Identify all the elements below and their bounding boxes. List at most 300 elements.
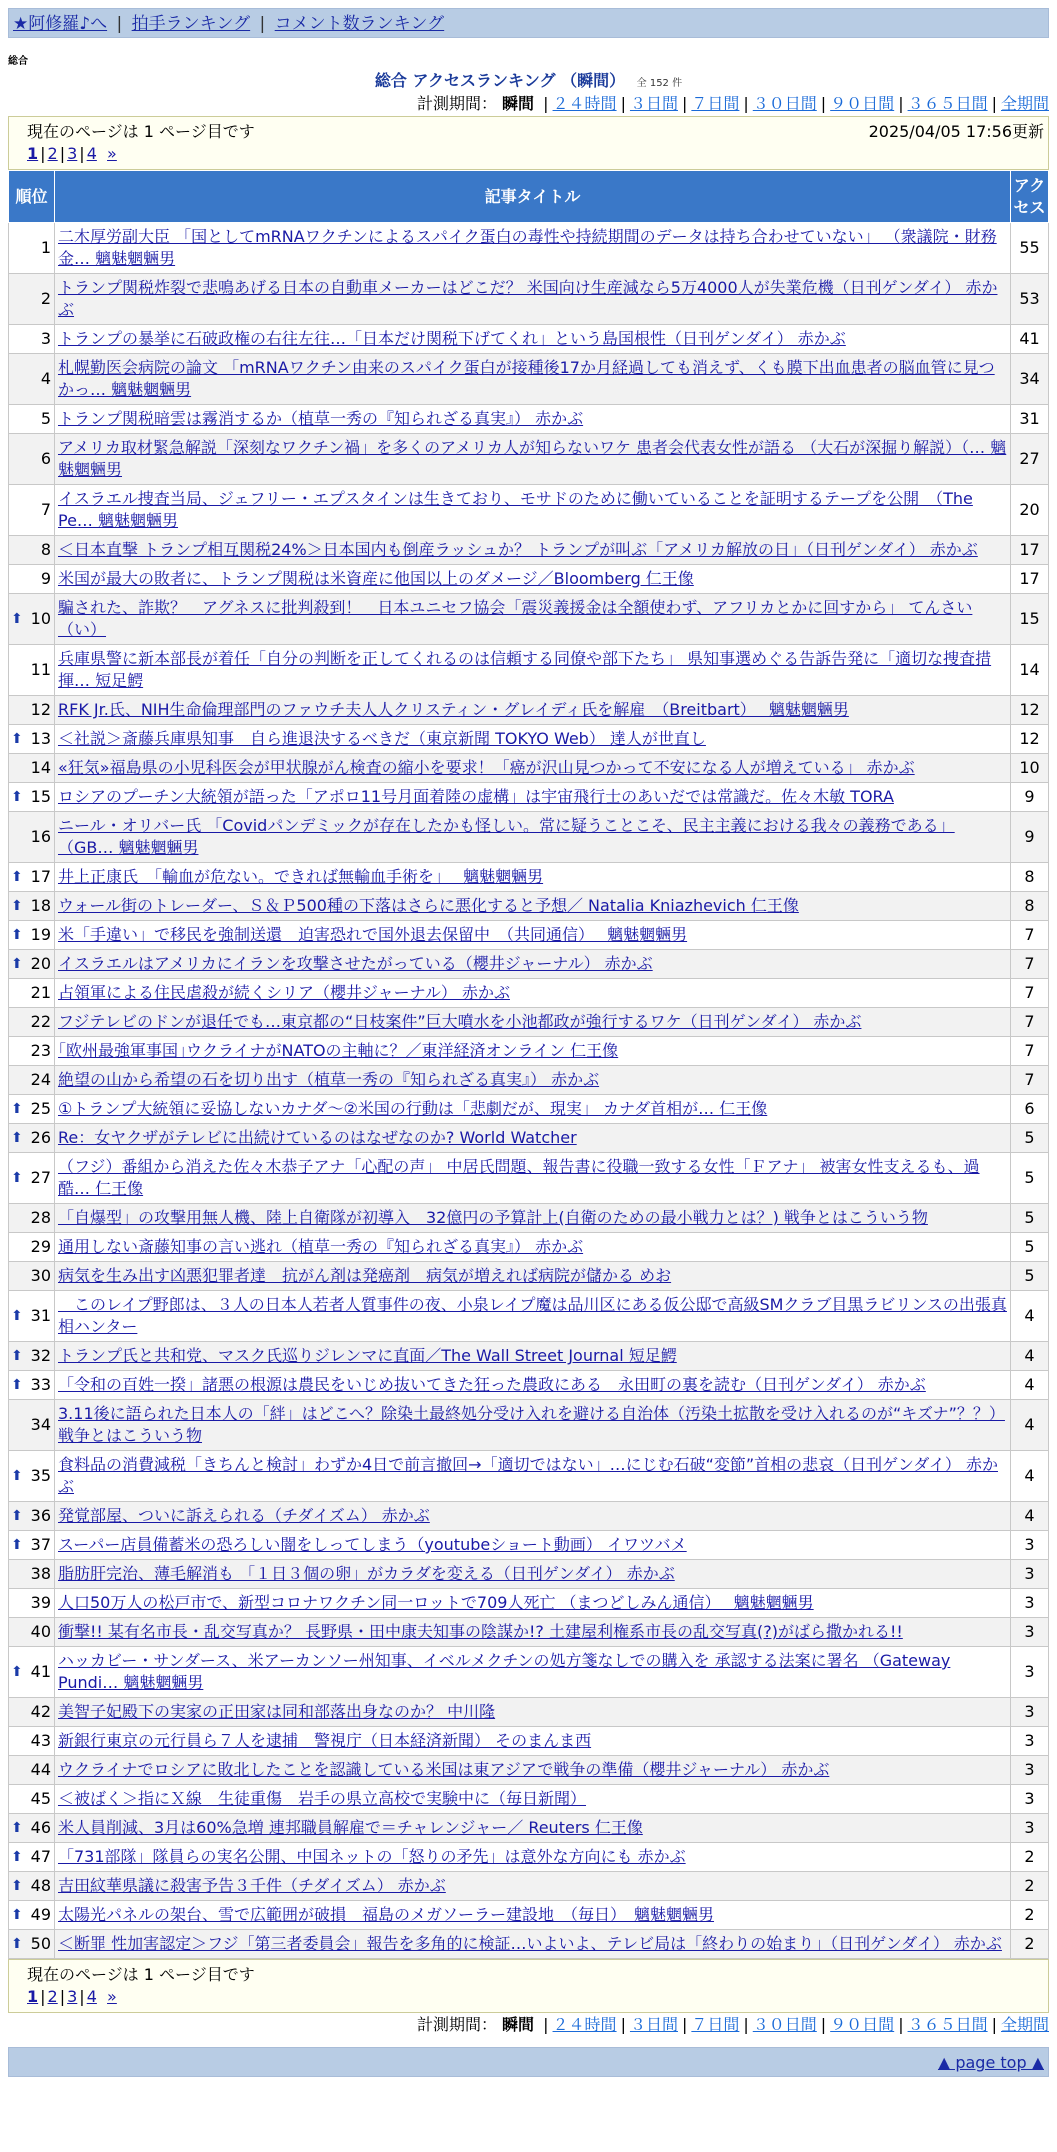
- title-cell: [55, 1531, 1011, 1560]
- title-cell: [55, 1233, 1011, 1262]
- article-link[interactable]: 兵庫県警に新本部長が着任「自分の判断を正してくれるのは信頼する同僚や部下たち」 県知事選めぐる告訴告発に「適切な捜査措揮… 短足鰐: [58, 649, 992, 690]
- table-row: [9, 325, 1049, 354]
- rank-cell: [9, 1901, 55, 1930]
- top-nav-bar: [8, 8, 1049, 38]
- access-count: 55: [1011, 223, 1049, 274]
- up-arrow-icon: ⬆: [11, 1130, 23, 1146]
- period-link[interactable]: ２４時間: [552, 94, 617, 113]
- access-count: 2: [1011, 1843, 1049, 1872]
- rank-number: 39: [30, 1593, 51, 1612]
- rank-cell: [9, 1291, 55, 1342]
- article-link[interactable]: 米「手違い」で移民を強制送還 迫害恐れで国外退去保留中 （共同通信） 魑魅魍魎男: [58, 925, 688, 944]
- access-count: 7: [1011, 921, 1049, 950]
- access-count: 53: [1011, 274, 1049, 325]
- nav-separator: |: [259, 14, 266, 34]
- access-count: 41: [1011, 325, 1049, 354]
- title-cell: [55, 1291, 1011, 1342]
- article-link[interactable]: 病気を生み出す凶悪犯罪者達 抗がん剤は発癌剤 病気が増えれば病院が儲かる めお: [58, 1266, 672, 1285]
- rank-cell: [9, 921, 55, 950]
- rank-number: 18: [30, 896, 51, 915]
- up-arrow-icon: ⬆: [11, 898, 23, 914]
- table-row: [9, 892, 1049, 921]
- ranking-title-row: [8, 70, 1049, 92]
- period-links: [539, 2015, 1049, 2034]
- period-link[interactable]: 全期間: [1000, 94, 1049, 113]
- up-arrow-icon: ⬆: [11, 789, 23, 805]
- article-link[interactable]: ＜日本直撃 トランプ相互関税24%＞日本国内も倒産ラッシュか？ トランプが叫ぶ「アメリカ解放の日」（日刊ゲンダイ） 赤かぶ: [58, 540, 978, 559]
- rank-number: 41: [30, 1662, 51, 1681]
- article-link[interactable]: 美智子妃殿下の実家の正田家は同和部落出身なのか？ 中川隆: [58, 1702, 496, 1721]
- up-arrow-icon: ⬆: [11, 1849, 23, 1865]
- rank-number: 46: [30, 1818, 51, 1837]
- article-link[interactable]: ウォール街のトレーダー、Ｓ＆Ｐ500種の下落はさらに悪化すると予想／ Natalia Kniazhevich 仁王像: [58, 896, 799, 915]
- up-arrow-icon: ⬆: [11, 1820, 23, 1836]
- table-row: [9, 1727, 1049, 1756]
- title-cell: [55, 979, 1011, 1008]
- title-cell: [55, 1647, 1011, 1698]
- access-count: 3: [1011, 1727, 1049, 1756]
- rank-cell: [9, 1814, 55, 1843]
- title-cell: [55, 783, 1011, 812]
- home-link[interactable]: ★阿修羅♪へ: [13, 14, 108, 34]
- period-separator: |: [620, 2015, 626, 2034]
- table-row: [9, 1037, 1049, 1066]
- article-link[interactable]: ＜社説＞斎藤兵庫県知事 自ら進退決するべきだ（東京新聞 TOKYO Web） 達人が世直し: [58, 729, 706, 748]
- period-link[interactable]: ３日間: [629, 94, 678, 113]
- pager-separator: |: [59, 144, 66, 163]
- pagination: [27, 144, 1044, 163]
- title-cell: [55, 594, 1011, 645]
- article-link[interactable]: このレイプ野郎は、３人の日本人若者人質事件の夜、小泉レイプ魔は品川区にある仮公邸で高級SMクラブ目黒ラビリンスの出張真相ハンター: [58, 1295, 1007, 1336]
- rank-number: 9: [40, 569, 51, 588]
- article-link[interactable]: イスラエルはアメリカにイランを攻撃させたがっている（櫻井ジャーナル） 赤かぶ: [58, 954, 653, 973]
- period-label: 計測期間：: [416, 94, 497, 113]
- period-link[interactable]: ７日間: [691, 94, 740, 113]
- table-row: [9, 1647, 1049, 1698]
- article-link[interactable]: 米人員削減、3月は60%急増 連邦職員解雇で＝チャレンジャー／ Reuters 仁王像: [58, 1818, 643, 1837]
- next-page-link[interactable]: »: [107, 144, 117, 163]
- page-link[interactable]: 1: [27, 1987, 39, 2006]
- period-separator: |: [898, 2015, 904, 2034]
- rank-number: 4: [40, 369, 51, 388]
- title-cell: [55, 1204, 1011, 1233]
- up-arrow-icon: ⬆: [11, 1936, 23, 1952]
- article-link[interactable]: 吉田紋華県議に殺害予告３千件（チダイズム） 赤かぶ: [58, 1876, 446, 1895]
- article-link[interactable]: 脂肪肝完治、薄毛解消も 「１日３個の卵」がカラダを変える（日刊ゲンダイ） 赤かぶ: [58, 1564, 675, 1583]
- title-cell: [55, 1756, 1011, 1785]
- rank-cell: [9, 645, 55, 696]
- table-row: [9, 405, 1049, 434]
- page-top-link[interactable]: ▲ page top ▲: [937, 2053, 1044, 2072]
- access-count: 3: [1011, 1560, 1049, 1589]
- title-cell: [55, 274, 1011, 325]
- article-link[interactable]: 二木厚労副大臣 「国としてmRNAワクチンによるスパイク蛋白の毒性や持続期間のデータは持ち合わせていない」 （衆議院・財務金… 魑魅魍魎男: [58, 227, 997, 268]
- page-link[interactable]: 4: [86, 144, 97, 163]
- up-arrow-icon: ⬆: [11, 1508, 23, 1524]
- up-arrow-icon: ⬆: [11, 1907, 23, 1923]
- table-row: [9, 536, 1049, 565]
- col-title-header: 記事タイトル: [55, 171, 1011, 223]
- access-count: 9: [1011, 812, 1049, 863]
- article-link[interactable]: フジテレビのドンが退任でも…東京都の“日枝案件”巨大噴水を小池都政が強行するワケ（日刊ゲンダイ） 赤かぶ: [58, 1012, 862, 1031]
- title-cell: [55, 1727, 1011, 1756]
- title-cell: [55, 1371, 1011, 1400]
- rank-number: 50: [30, 1934, 51, 1953]
- article-link[interactable]: «狂気»福島県の小児科医会が甲状腺がん検査の縮小を要求！「癌が沢山見つかって不安になる人が増えている」 赤かぶ: [58, 758, 915, 777]
- rank-cell: [9, 1727, 55, 1756]
- up-arrow-icon: ⬆: [11, 1348, 23, 1364]
- rank-cell: [9, 950, 55, 979]
- rank-number: 29: [30, 1237, 51, 1256]
- table-row: [9, 979, 1049, 1008]
- period-separator: |: [820, 94, 827, 113]
- access-count: 14: [1011, 645, 1049, 696]
- article-link[interactable]: 人口50万人の松戸市で、新型コロナワクチン同一ロットで709人死亡 （まつどしみん通信） 魑魅魍魎男: [58, 1593, 814, 1612]
- rank-number: 44: [30, 1760, 51, 1779]
- article-link[interactable]: ｢欧州最強軍事国｣ウクライナがNATOの主軸に？／東洋経済オンライン 仁王像: [58, 1041, 619, 1060]
- access-count: 7: [1011, 1008, 1049, 1037]
- page-link[interactable]: 1: [27, 144, 39, 163]
- period-link[interactable]: ９０日間: [830, 94, 895, 113]
- table-row: [9, 921, 1049, 950]
- rank-number: 19: [30, 925, 51, 944]
- rank-cell: [9, 1124, 55, 1153]
- article-link[interactable]: ＜被ばく＞指にＸ線 生徒重傷 岩手の県立高校で実験中に（毎日新聞）: [58, 1789, 587, 1808]
- title-cell: [55, 921, 1011, 950]
- title-cell: [55, 405, 1011, 434]
- title-cell: [55, 223, 1011, 274]
- rank-cell: [9, 863, 55, 892]
- table-row: [9, 1901, 1049, 1930]
- rank-number: 20: [30, 954, 51, 973]
- rank-number: 11: [30, 660, 51, 679]
- rank-number: 47: [30, 1847, 51, 1866]
- rank-number: 7: [40, 500, 51, 519]
- period-link[interactable]: ３６５日間: [907, 2015, 988, 2034]
- title-cell: [55, 725, 1011, 754]
- access-count: 2: [1011, 1872, 1049, 1901]
- access-count: 17: [1011, 565, 1049, 594]
- up-arrow-icon: ⬆: [11, 1664, 23, 1680]
- up-arrow-icon: ⬆: [11, 611, 23, 627]
- title-cell: [55, 812, 1011, 863]
- rank-number: 33: [30, 1375, 51, 1394]
- rank-number: 37: [30, 1535, 51, 1554]
- title-cell: [55, 1814, 1011, 1843]
- access-count: 5: [1011, 1153, 1049, 1204]
- pagination-bottom: [27, 1987, 1044, 2006]
- article-link[interactable]: トランプ関税暗雲は霧消するか（植草一秀の『知られざる真実』） 赤かぶ: [58, 409, 584, 428]
- title-cell: [55, 1502, 1011, 1531]
- current-page-text: 現在のページは 1 ページ目です: [27, 122, 255, 141]
- table-row: [9, 1008, 1049, 1037]
- title-cell: [55, 950, 1011, 979]
- period-link[interactable]: ３０日間: [752, 94, 817, 113]
- title-cell: [55, 754, 1011, 783]
- clap-ranking-link[interactable]: 拍手ランキング: [131, 14, 251, 34]
- access-count: 7: [1011, 950, 1049, 979]
- article-link[interactable]: ロシアのプーチン大統領が語った「アポロ11号月面着陸の虚構」は宇宙飛行士のあいだでは常識だ。佐々木敏 TORA: [58, 787, 894, 806]
- rank-cell: [9, 783, 55, 812]
- current-page-text: 現在のページは 1 ページ目です: [27, 1965, 255, 1984]
- period-current: 瞬間: [502, 2015, 535, 2034]
- table-row: [9, 1400, 1049, 1451]
- title-cell: [55, 325, 1011, 354]
- rank-number: 40: [30, 1622, 51, 1641]
- table-row: [9, 223, 1049, 274]
- table-row: [9, 645, 1049, 696]
- page-link[interactable]: 4: [86, 1987, 97, 2006]
- rank-cell: [9, 405, 55, 434]
- period-current: 瞬間: [502, 94, 535, 113]
- article-link[interactable]: 発覚部屋、ついに訴えられる（チダイズム） 赤かぶ: [58, 1506, 430, 1525]
- article-link[interactable]: 衝撃!! 某有名市長・乱交写真か？ 長野県・田中康夫知事の陰謀か!? 土建屋利権系市長の乱交写真(?)がばら撒かれる!!: [58, 1622, 903, 1641]
- period-link[interactable]: ３６５日間: [907, 94, 988, 113]
- access-count: 7: [1011, 1037, 1049, 1066]
- article-link[interactable]: アメリカ取材緊急解説「深刻なワクチン禍」を多くのアメリカ人が知らないワケ 患者会代表女性が語る （大石が深掘り解説）（… 魑魅魍魎男: [58, 438, 1007, 479]
- period-separator: |: [898, 94, 904, 113]
- title-cell: [55, 892, 1011, 921]
- article-link[interactable]: 井上正康氏 「輸血が危ない。できれば無輸血手術を」 魑魅魍魎男: [58, 867, 544, 886]
- rank-cell: [9, 1066, 55, 1095]
- access-count: 3: [1011, 1698, 1049, 1727]
- rank-number: 3: [40, 329, 51, 348]
- up-arrow-icon: ⬆: [11, 731, 23, 747]
- access-count: 8: [1011, 863, 1049, 892]
- access-count: 4: [1011, 1291, 1049, 1342]
- title-cell: [55, 1618, 1011, 1647]
- article-link[interactable]: RFK Jr.氏、NIH生命倫理部門のファウチ夫人人クリスティン・グレイディ氏を解雇 （Breitbart） 魑魅魍魎男: [58, 700, 849, 719]
- rank-cell: [9, 1008, 55, 1037]
- access-count: 12: [1011, 725, 1049, 754]
- rank-cell: [9, 1647, 55, 1698]
- rank-number: 31: [30, 1306, 51, 1325]
- title-cell: [55, 1872, 1011, 1901]
- article-link[interactable]: 「自爆型」の攻撃用無人機、陸上自衛隊が初導入 32億円の予算計上(自衛のための最小戦力とは？) 戦争とはこういう物: [58, 1208, 928, 1227]
- period-selector-top: [8, 92, 1049, 116]
- article-link[interactable]: （フジ）番組から消えた佐々木恭子アナ「心配の声」 中居氏問題、報告書に役職一致する女性「Ｆアナ」 被害女性支えるも、過酷… 仁王像: [58, 1157, 980, 1198]
- article-link[interactable]: 「令和の百姓一揆」諸悪の根源は農民をいじめ抜いてきた狂った農政にある 永田町の裏を読む（日刊ゲンダイ） 赤かぶ: [58, 1375, 926, 1394]
- rank-cell: [9, 1698, 55, 1727]
- period-link[interactable]: ９０日間: [830, 2015, 895, 2034]
- title-cell: [55, 354, 1011, 405]
- access-count: 4: [1011, 1400, 1049, 1451]
- title-cell: [55, 1901, 1011, 1930]
- rank-number: 15: [30, 787, 51, 806]
- access-count: 5: [1011, 1124, 1049, 1153]
- rank-cell: [9, 1785, 55, 1814]
- table-row: [9, 1531, 1049, 1560]
- access-count: 4: [1011, 1342, 1049, 1371]
- title-cell: [55, 434, 1011, 485]
- title-cell: [55, 536, 1011, 565]
- rank-number: 27: [30, 1168, 51, 1187]
- table-row: [9, 1204, 1049, 1233]
- table-row: [9, 1560, 1049, 1589]
- access-count: 10: [1011, 754, 1049, 783]
- rank-number: 32: [30, 1346, 51, 1365]
- access-count: 3: [1011, 1647, 1049, 1698]
- up-arrow-icon: ⬆: [11, 927, 23, 943]
- rank-number: 45: [30, 1789, 51, 1808]
- rank-number: 25: [30, 1099, 51, 1118]
- article-link[interactable]: ニール・オリバー氏 「Covidパンデミックが存在したかも怪しい。常に疑うことこそ、民主主義における我々の義務である」 （GB… 魑魅魍魎男: [58, 816, 955, 857]
- rank-cell: [9, 1872, 55, 1901]
- period-separator: |: [543, 94, 549, 113]
- access-count: 3: [1011, 1756, 1049, 1785]
- rank-cell: [9, 223, 55, 274]
- rank-cell: [9, 274, 55, 325]
- page-link[interactable]: 3: [67, 1987, 78, 2006]
- table-row: [9, 725, 1049, 754]
- period-separator: |: [743, 94, 749, 113]
- rank-cell: [9, 1451, 55, 1502]
- rank-number: 13: [30, 729, 51, 748]
- article-link[interactable]: スーパー店員備蓄米の恐ろしい闇をしってしまう（youtubeショート動画） イワツバメ: [58, 1535, 687, 1554]
- table-row: [9, 1291, 1049, 1342]
- article-link[interactable]: 通用しない斎藤知事の言い逃れ（植草一秀の『知られざる真実』） 赤かぶ: [58, 1237, 584, 1256]
- title-cell: [55, 696, 1011, 725]
- table-row: [9, 696, 1049, 725]
- ranking-table: [8, 170, 1049, 1959]
- article-link[interactable]: ハッカビー・サンダース、米アーカンソー州知事、イベルメクチンの処方箋なしでの購入を 承認する法案に署名 （Gateway Pundi… 魑魅魍魎男: [58, 1651, 951, 1692]
- title-cell: [55, 1400, 1011, 1451]
- rank-number: 2: [40, 289, 51, 308]
- rank-number: 6: [40, 449, 51, 468]
- col-access-header: アクセス: [1011, 171, 1049, 223]
- table-row: [9, 434, 1049, 485]
- up-arrow-icon: ⬆: [11, 956, 23, 972]
- title-cell: [55, 1153, 1011, 1204]
- access-count: 5: [1011, 1262, 1049, 1291]
- title-cell: [55, 1124, 1011, 1153]
- rank-cell: [9, 725, 55, 754]
- article-link[interactable]: 太陽光パネルの架台、雪で広範囲が破損 福島のメガソーラー建設地 （毎日） 魑魅魍魎男: [58, 1905, 715, 1924]
- period-separator: |: [543, 2015, 549, 2034]
- access-count: 7: [1011, 979, 1049, 1008]
- article-link[interactable]: 騙された、詐欺？ アグネスに批判殺到！ 日本ユニセフ協会「震災義援金は全額使わず、アフリカとかに回すから」 てんさい（い）: [58, 598, 973, 639]
- article-link[interactable]: 3.11後に語られた日本人の「絆」はどこへ？除染土最終処分受け入れを避ける自治体（汚染土拡散を受け入れるのが“キズナ”？？）戦争とはこういう物: [58, 1404, 1005, 1445]
- table-row: [9, 1814, 1049, 1843]
- rank-number: 34: [30, 1415, 51, 1434]
- bottom-bar: [8, 2047, 1049, 2077]
- up-arrow-icon: ⬆: [11, 1308, 23, 1324]
- page-info-box-bottom: [8, 1959, 1049, 2013]
- up-arrow-icon: ⬆: [11, 1377, 23, 1393]
- period-link[interactable]: ２４時間: [552, 2015, 617, 2034]
- article-link[interactable]: 新銀行東京の元行員ら７人を逮捕 警視庁（日本経済新聞） そのまんま西: [58, 1731, 592, 1750]
- title-cell: [55, 1095, 1011, 1124]
- article-link[interactable]: トランプの暴挙に石破政権の右往左往…「日本だけ関税下げてくれ」という島国根性（日刊ゲンダイ） 赤かぶ: [58, 329, 846, 348]
- page-link[interactable]: 2: [47, 144, 58, 163]
- article-link[interactable]: ウクライナでロシアに敗北したことを認識している米国は東アジアで戦争の準備（櫻井ジャーナル） 赤かぶ: [58, 1760, 830, 1779]
- period-link[interactable]: 全期間: [1000, 2015, 1049, 2034]
- rank-cell: [9, 1843, 55, 1872]
- title-cell: [55, 1930, 1011, 1959]
- rank-cell: [9, 1400, 55, 1451]
- access-count: 15: [1011, 594, 1049, 645]
- rank-number: 49: [30, 1905, 51, 1924]
- table-row: [9, 783, 1049, 812]
- article-link[interactable]: トランプ氏と共和党、マスク氏巡りジレンマに直面／The Wall Street Journal 短足鰐: [58, 1346, 677, 1365]
- access-count: 3: [1011, 1589, 1049, 1618]
- rank-cell: [9, 565, 55, 594]
- table-row: [9, 812, 1049, 863]
- access-count: 3: [1011, 1785, 1049, 1814]
- rank-cell: [9, 594, 55, 645]
- rank-number: 22: [30, 1012, 51, 1031]
- article-link[interactable]: Re：女ヤクザがテレビに出続けているのはなぜなのか? World Watcher: [58, 1128, 577, 1147]
- period-links: [539, 94, 1049, 113]
- title-cell: [55, 1262, 1011, 1291]
- period-link[interactable]: ７日間: [691, 2015, 740, 2034]
- article-link[interactable]: ＜断罪 性加害認定＞フジ「第三者委員会」報告を多角的に検証…いよいよ、テレビ局は「終わりの始まり」（日刊ゲンダイ） 赤かぶ: [58, 1934, 1002, 1953]
- article-link[interactable]: 「731部隊」隊員らの実名公開、中国ネットの「怒りの矛先」は意外な方向にも 赤かぶ: [58, 1847, 686, 1866]
- access-count: 27: [1011, 434, 1049, 485]
- rank-cell: [9, 1233, 55, 1262]
- rank-number: 24: [30, 1070, 51, 1089]
- rank-number: 42: [30, 1702, 51, 1721]
- article-link[interactable]: 占領軍による住民虐殺が続くシリア（櫻井ジャーナル） 赤かぶ: [58, 983, 510, 1002]
- ranking-table-body: [9, 223, 1049, 1959]
- table-row: [9, 594, 1049, 645]
- table-row: [9, 1371, 1049, 1400]
- access-count: 3: [1011, 1618, 1049, 1647]
- article-link[interactable]: 食料品の消費減税「きちんと検討」わずか4日で前言撤回→「適切ではない」…にじむ石破“変節”首相の悲哀（日刊ゲンダイ） 赤かぶ: [58, 1455, 998, 1496]
- up-arrow-icon: ⬆: [11, 1468, 23, 1484]
- access-count: 12: [1011, 696, 1049, 725]
- rank-cell: [9, 434, 55, 485]
- rank-cell: [9, 1153, 55, 1204]
- article-link[interactable]: ①トランプ大統領に妥協しないカナダ～②米国の行動は「悲劇だが、現実」 カナダ首相が… 仁王像: [58, 1099, 768, 1118]
- table-row: [9, 485, 1049, 536]
- nav-separator: |: [116, 14, 123, 34]
- period-label: 計測期間：: [416, 2015, 497, 2034]
- title-cell: [55, 1785, 1011, 1814]
- article-link[interactable]: 米国が最大の敗者に、トランプ関税は米資産に他国以上のダメージ／Bloomberg 仁王像: [58, 569, 694, 588]
- page-link[interactable]: 2: [47, 1987, 58, 2006]
- table-row: [9, 1589, 1049, 1618]
- next-page-link[interactable]: »: [107, 1987, 117, 2006]
- rank-cell: [9, 485, 55, 536]
- page-link[interactable]: 3: [67, 144, 78, 163]
- rank-cell: [9, 1756, 55, 1785]
- access-count: 3: [1011, 1531, 1049, 1560]
- rank-cell: [9, 812, 55, 863]
- title-cell: [55, 565, 1011, 594]
- article-link[interactable]: トランプ関税炸裂で悲鳴あげる日本の自動車メーカーはどこだ？ 米国向け生産減なら5万4000人が失業危機（日刊ゲンダイ） 赤かぶ: [58, 278, 998, 319]
- comment-ranking-link[interactable]: コメント数ランキング: [274, 14, 445, 34]
- period-separator: |: [681, 94, 688, 113]
- rank-cell: [9, 536, 55, 565]
- rank-cell: [9, 1204, 55, 1233]
- period-separator: |: [681, 2015, 688, 2034]
- rank-cell: [9, 979, 55, 1008]
- period-link[interactable]: ３日間: [629, 2015, 678, 2034]
- rank-number: 48: [30, 1876, 51, 1895]
- article-link[interactable]: 絶望の山から希望の石を切り出す（植草一秀の『知られざる真実』） 赤かぶ: [58, 1070, 600, 1089]
- article-link[interactable]: 札幌勤医会病院の論文 「mRNAワクチン由来のスパイク蛋白が接種後17か月経過しても消えず、くも膜下出血患者の脳血管に見つかっ… 魑魅魍魎男: [58, 358, 995, 399]
- rank-cell: [9, 1262, 55, 1291]
- title-cell: [55, 1589, 1011, 1618]
- rank-cell: [9, 1342, 55, 1371]
- period-link[interactable]: ３０日間: [752, 2015, 817, 2034]
- article-link[interactable]: イスラエル捜査当局、ジェフリー・エプスタインは生きており、モサドのために働いていることを証明するテープを公開 （The Pe… 魑魅魍魎男: [58, 489, 973, 530]
- title-cell: [55, 645, 1011, 696]
- access-count: 7: [1011, 1066, 1049, 1095]
- access-count: 6: [1011, 1095, 1049, 1124]
- rank-number: 5: [40, 409, 51, 428]
